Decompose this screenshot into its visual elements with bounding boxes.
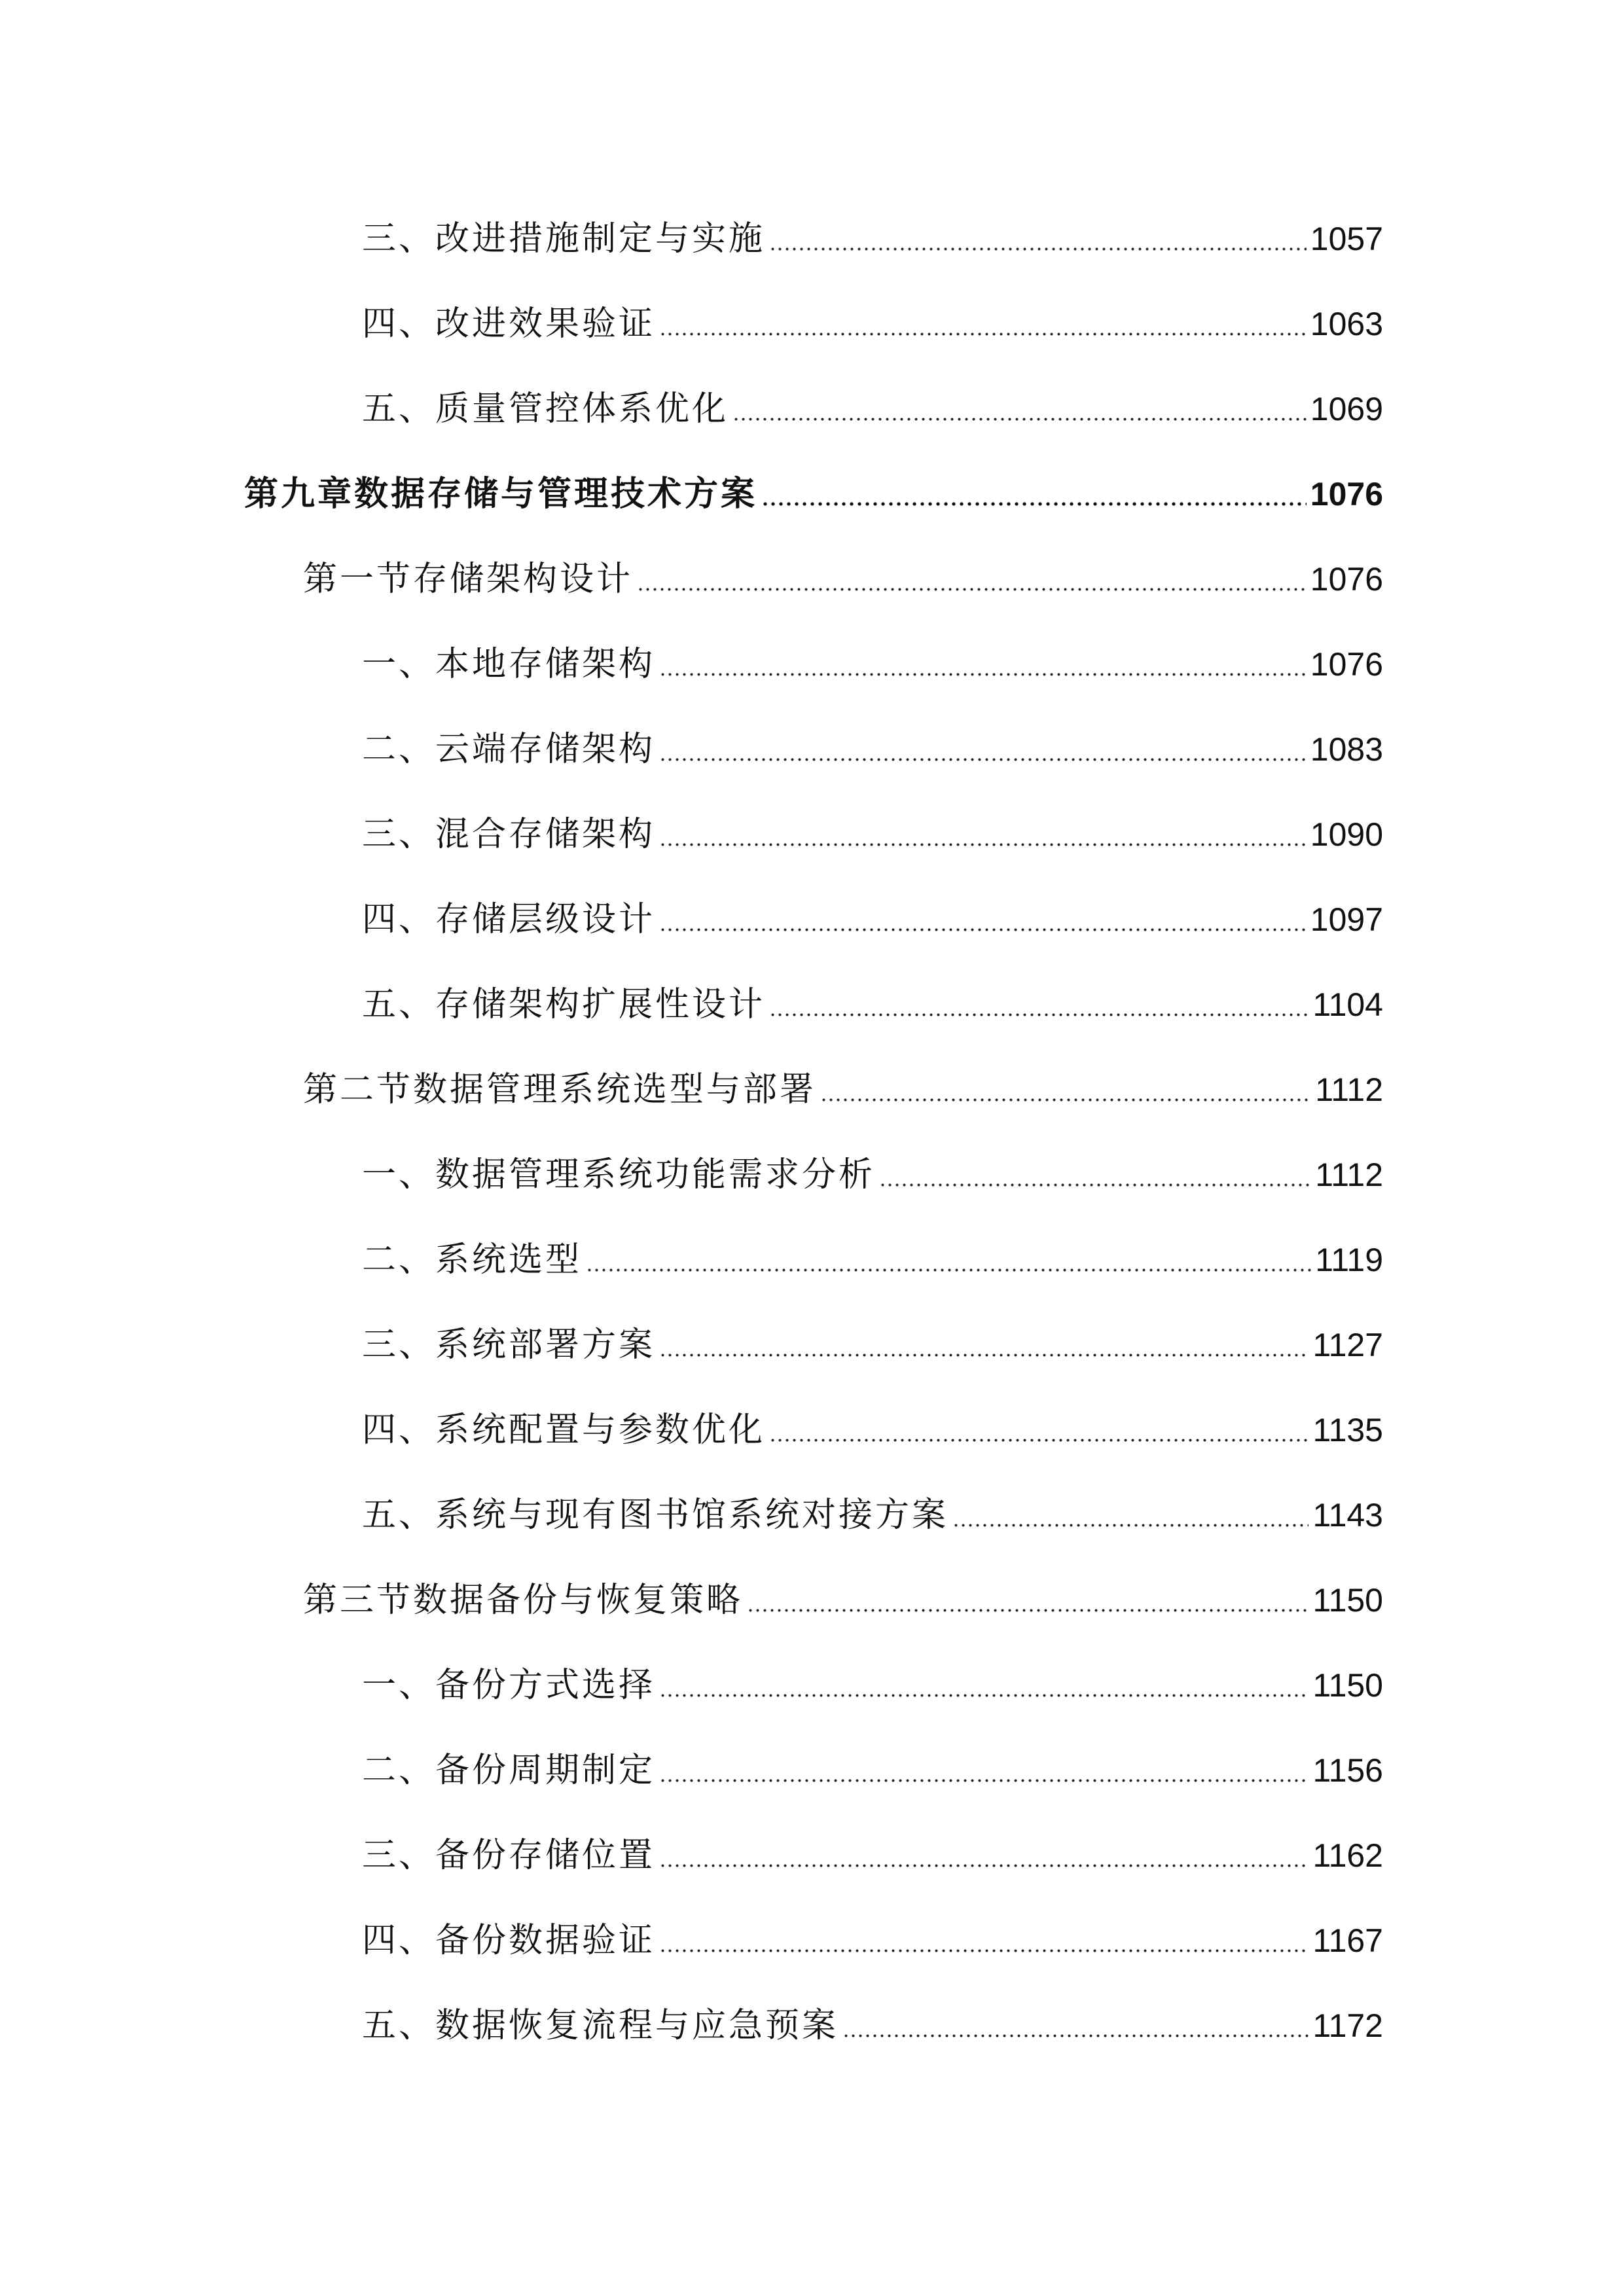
toc-entry[interactable]	[362, 1489, 1383, 1541]
dot-leader	[769, 213, 1307, 265]
toc-entry-title: 三、混合存储架构	[362, 815, 656, 854]
toc-entry[interactable]	[362, 1404, 1383, 1456]
toc-entry[interactable]	[362, 1914, 1383, 1967]
toc-entry[interactable]	[362, 1744, 1383, 1797]
toc-entry-title: 一、本地存储架构	[362, 645, 656, 684]
toc-entry-title: 一、数据管理系统功能需求分析	[362, 1155, 876, 1194]
dot-leader	[879, 1149, 1311, 1201]
toc-entry-title: 二、系统选型	[362, 1240, 583, 1280]
toc-entry-title: 三、系统部署方案	[362, 1325, 656, 1365]
toc-entry-page: 1119	[1315, 1242, 1383, 1278]
toc-entry-page: 1076	[1310, 561, 1383, 598]
toc-entry-page: 1112	[1315, 1157, 1383, 1193]
toc-entry-page: 1083	[1310, 731, 1383, 768]
toc-section-entry[interactable]	[303, 1574, 1383, 1626]
toc-entry[interactable]	[362, 978, 1383, 1031]
toc-entry-page: 1104	[1312, 986, 1383, 1023]
toc-entry-title: 四、备份数据验证	[362, 1921, 656, 1960]
toc-entry-page: 1162	[1312, 1837, 1383, 1874]
toc-entry-title: 第九章数据存储与管理技术方案	[244, 475, 758, 514]
dot-leader	[659, 1829, 1308, 1882]
toc-entry[interactable]	[362, 1319, 1383, 1371]
toc-entry-title: 五、系统与现有图书馆系统对接方案	[362, 1496, 949, 1535]
toc-entry-page: 1112	[1315, 1071, 1383, 1108]
toc-entry-page: 1097	[1310, 901, 1383, 938]
toc-entry[interactable]	[362, 723, 1383, 776]
toc-entry-page: 1076	[1310, 476, 1383, 512]
toc-entry-page: 1156	[1312, 1752, 1383, 1789]
toc-entry-title: 五、质量管控体系优化	[362, 389, 729, 429]
toc-entry[interactable]	[362, 1829, 1383, 1882]
toc-entry-page: 1150	[1312, 1582, 1383, 1619]
toc-chapter-entry[interactable]	[244, 468, 1383, 520]
toc-entry-title: 一、备份方式选择	[362, 1666, 656, 1705]
dot-leader	[659, 1659, 1308, 1712]
toc-entry-page: 1090	[1310, 816, 1383, 853]
dot-leader	[747, 1574, 1308, 1626]
toc-entry-title: 二、备份周期制定	[362, 1751, 656, 1790]
toc-entry-page: 1172	[1312, 2007, 1383, 2044]
dot-leader	[820, 1064, 1311, 1116]
dot-leader	[659, 1744, 1308, 1797]
toc-entry[interactable]	[362, 2000, 1383, 2052]
toc-entry[interactable]	[362, 383, 1383, 435]
toc-entry-title: 四、存储层级设计	[362, 900, 656, 939]
toc-entry-page: 1057	[1310, 221, 1383, 257]
toc-entry[interactable]	[362, 298, 1383, 350]
dot-leader	[659, 1914, 1308, 1967]
toc-entry-title: 第二节数据管理系统选型与部署	[303, 1070, 817, 1109]
toc-entry-page: 1150	[1312, 1667, 1383, 1704]
toc-entry-title: 五、存储架构扩展性设计	[362, 985, 766, 1024]
dot-leader	[769, 1404, 1308, 1456]
dot-leader	[637, 553, 1307, 605]
dot-leader	[659, 808, 1307, 861]
toc-entry[interactable]	[362, 1149, 1383, 1201]
toc-entry-page: 1167	[1312, 1922, 1383, 1959]
toc-entry-title: 三、改进措施制定与实施	[362, 219, 766, 259]
dot-leader	[769, 978, 1308, 1031]
toc-entry-page: 1143	[1312, 1497, 1383, 1534]
dot-leader	[842, 2000, 1308, 2052]
toc-entry-page: 1127	[1312, 1327, 1383, 1363]
toc-entry-title: 二、云端存储架构	[362, 730, 656, 769]
dot-leader	[659, 638, 1307, 691]
toc-entry-title: 三、备份存储位置	[362, 1836, 656, 1875]
toc-entry-page: 1135	[1312, 1412, 1383, 1448]
toc-entry-title: 四、系统配置与参数优化	[362, 1410, 766, 1450]
toc-section-entry[interactable]	[303, 1064, 1383, 1116]
toc-entry-page: 1069	[1310, 391, 1383, 427]
toc-entry[interactable]	[362, 638, 1383, 691]
dot-leader	[732, 383, 1307, 435]
toc-entry-title: 第一节存储架构设计	[303, 560, 634, 599]
dot-leader	[659, 723, 1307, 776]
toc-section-entry[interactable]	[303, 553, 1383, 605]
toc-entry[interactable]	[362, 1659, 1383, 1712]
toc-entry-page: 1076	[1310, 646, 1383, 683]
toc-entry[interactable]	[362, 893, 1383, 946]
dot-leader	[952, 1489, 1308, 1541]
toc-entry-title: 第三节数据备份与恢复策略	[303, 1581, 744, 1620]
dot-leader	[659, 298, 1307, 350]
toc-entry[interactable]	[362, 808, 1383, 861]
dot-leader	[659, 893, 1307, 946]
toc-entry-title: 四、改进效果验证	[362, 304, 656, 344]
toc-entry[interactable]	[362, 213, 1383, 265]
toc-entry[interactable]	[362, 1234, 1383, 1286]
toc-entry-page: 1063	[1310, 306, 1383, 342]
dot-leader	[586, 1234, 1311, 1286]
dot-leader	[659, 1319, 1308, 1371]
toc-entry-title: 五、数据恢复流程与应急预案	[362, 2006, 839, 2045]
dot-leader	[761, 468, 1307, 520]
